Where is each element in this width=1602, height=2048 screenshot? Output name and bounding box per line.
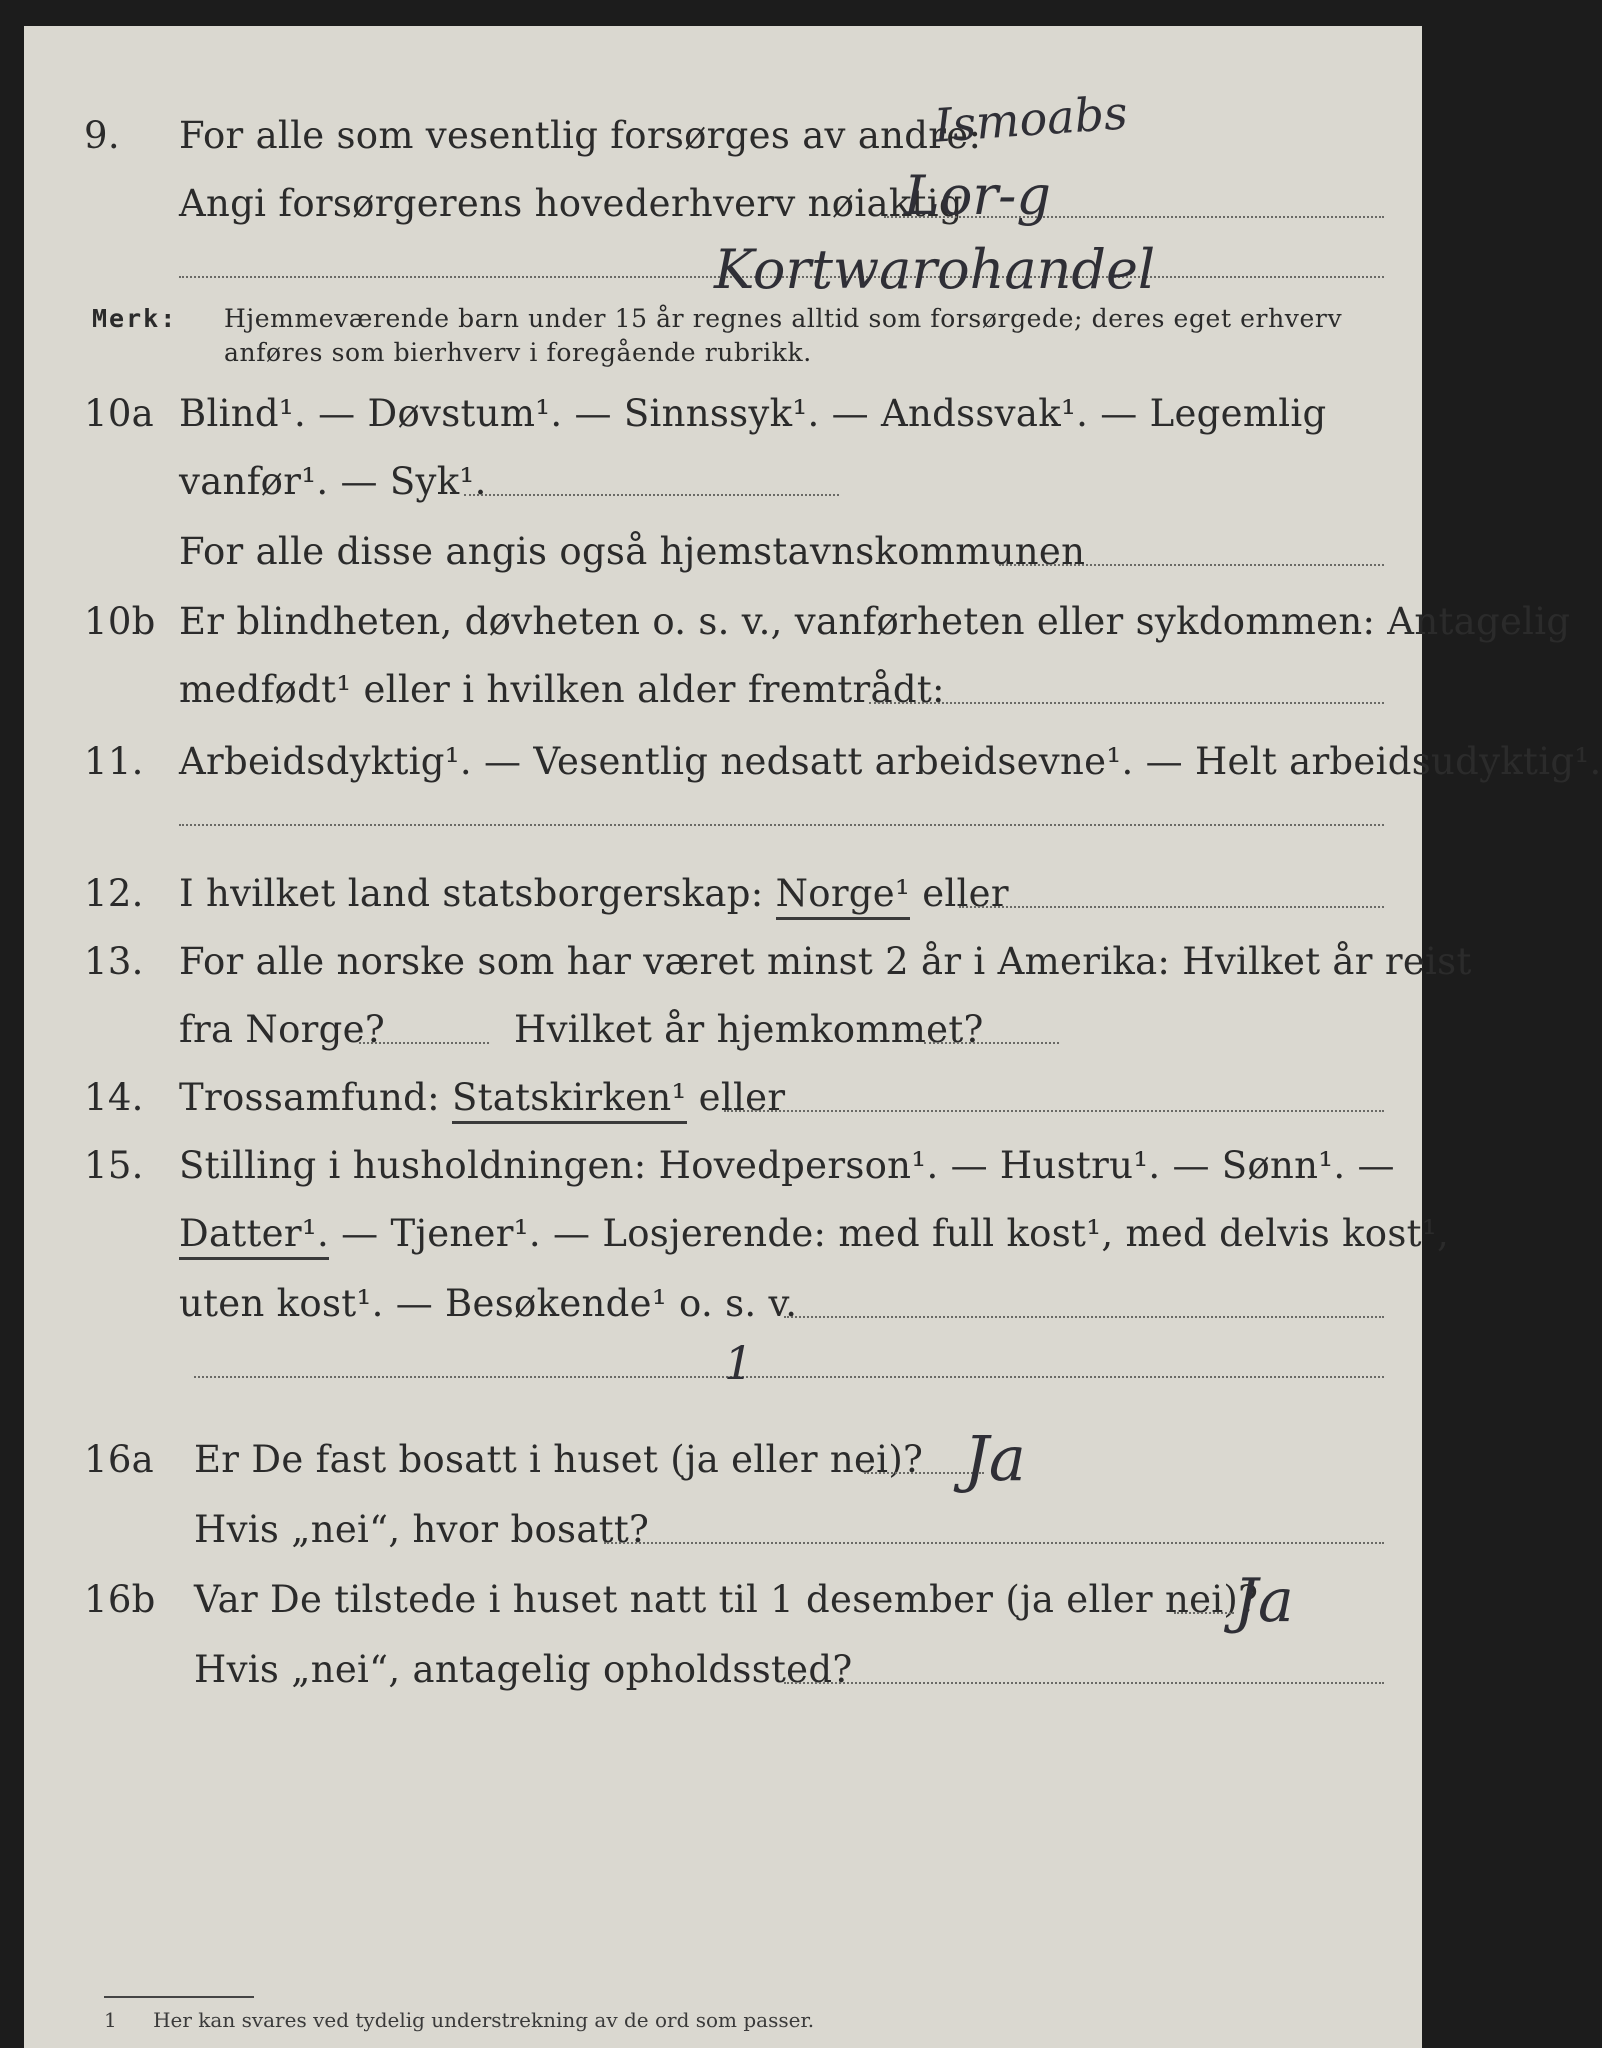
q12-number: 12. [84,872,144,915]
q15-options-cont: uten kost¹. — Besøkende¹ o. s. v. [179,1282,798,1325]
q14-choice-statskirken[interactable]: Statskirken¹ [452,1076,687,1124]
footnote-text: Her kan svares ved tydelig understrekning av de ord som passer. [153,2008,815,2032]
q11-answer-line [179,824,1384,826]
q10b-number: 10b [84,600,156,643]
q16a-number: 16a [84,1438,155,1481]
q10a-syk-leader [464,494,839,496]
q15-answer-line [194,1376,1384,1378]
q14-eller: eller [698,1076,786,1119]
merk-line-1: Hjemmeværende barn under 15 år regnes alltid som forsørgede; deres eget erhverv [224,304,1343,333]
q16b-handwritten-answer[interactable]: Ja [1234,1566,1294,1636]
q10a-hometown-label: For alle disse angis også hjemstavnskommunen [179,530,1086,573]
q13-question: For alle norske som har været minst 2 år i Amerika: Hvilket år reist [179,940,1472,983]
q13-return-leader [924,1042,1059,1044]
q15-leader [784,1316,1384,1318]
footnote [104,2008,814,2032]
q13-number: 13. [84,940,144,983]
q10b-question: Er blindheten, døvheten o. s. v., vanførheten eller sykdommen: Antagelig [179,600,1571,643]
q9-handwritten-answer-1: Ismoabs [932,85,1130,153]
q12-leader [959,906,1384,908]
q14-question: Trossamfund: [179,1076,440,1119]
q9-number: 9. [84,114,120,157]
q10b-question-cont: medfødt¹ eller i hvilken alder fremtrådt: [179,668,945,711]
q15-handwritten-mark: 1 [724,1336,754,1390]
q10a-question-cont: vanfør¹. — Syk¹. [179,460,487,503]
q9-occupation-label: Angi forsørgerens hovederhverv nøiaktig [179,182,963,225]
q12-eller: eller [922,872,1009,915]
q12-question: I hvilket land statsborgerskap: [179,872,764,915]
q15-question: Stilling i husholdningen: Hovedperson¹. — Hustru¹. — Sønn¹. — [179,1144,1395,1187]
q11-question: Arbeidsdyktig¹. — Vesentlig nedsatt arbeidsevne¹. — Helt arbeidsudyktig¹. [179,740,1602,783]
q16b-location-label: Hvis „nei“, antagelig opholdssted? [194,1648,853,1691]
q12-choice-norge[interactable]: Norge¹ [776,872,911,920]
q14-leader [724,1110,1384,1112]
footnote-mark: 1 [104,2008,117,2032]
q10a-hometown-leader [999,564,1384,566]
q9-handwritten-answer-2[interactable]: Lor-g [904,164,1051,227]
q15-number: 15. [84,1144,144,1187]
q16a-location-label: Hvis „nei“, hvor bosatt? [194,1508,650,1551]
q12-line [179,872,1009,916]
q14-line [179,1076,785,1120]
q10a-number: 10a [84,392,155,435]
q16a-handwritten-answer[interactable]: Ja [964,1422,1026,1495]
q13-departure-leader [359,1042,489,1044]
q10a-question: Blind¹. — Døvstum¹. — Sinnssyk¹. — Andssvak¹. — Legemlig [179,392,1327,435]
q15-line-2 [179,1212,1449,1256]
q16b-question: Var De tilstede i huset natt til 1 desember (ja eller nei)? [194,1578,1259,1621]
q16b-location-leader [784,1682,1384,1684]
q11-number: 11. [84,740,144,783]
q13-return-label: Hvilket år hjemkommet? [514,1008,984,1051]
q16a-question: Er De fast bosatt i huset (ja eller nei)? [194,1438,924,1481]
merk-label: Merk: [92,304,178,333]
q9-question: For alle som vesentlig forsørges av andre: [179,114,982,157]
q16b-leader [1174,1612,1234,1614]
merk-line-2: anføres som bierhverv i foregående rubrikk. [224,338,812,367]
q16a-location-leader [604,1542,1384,1544]
q16b-number: 16b [84,1578,156,1621]
q14-number: 14. [84,1076,144,1119]
census-form-page [24,26,1602,2048]
footnote-rule [104,1996,254,1998]
q9-handwritten-answer-3[interactable]: Kortwarohandel [714,238,1156,301]
q13-departure-label: fra Norge? [179,1008,385,1051]
q10b-leader [869,702,1384,704]
q15-choice-datter[interactable]: Datter¹. [179,1212,329,1260]
q15-options: — Tjener¹. — Losjerende: med full kost¹, med delvis kost¹, [341,1212,1450,1255]
